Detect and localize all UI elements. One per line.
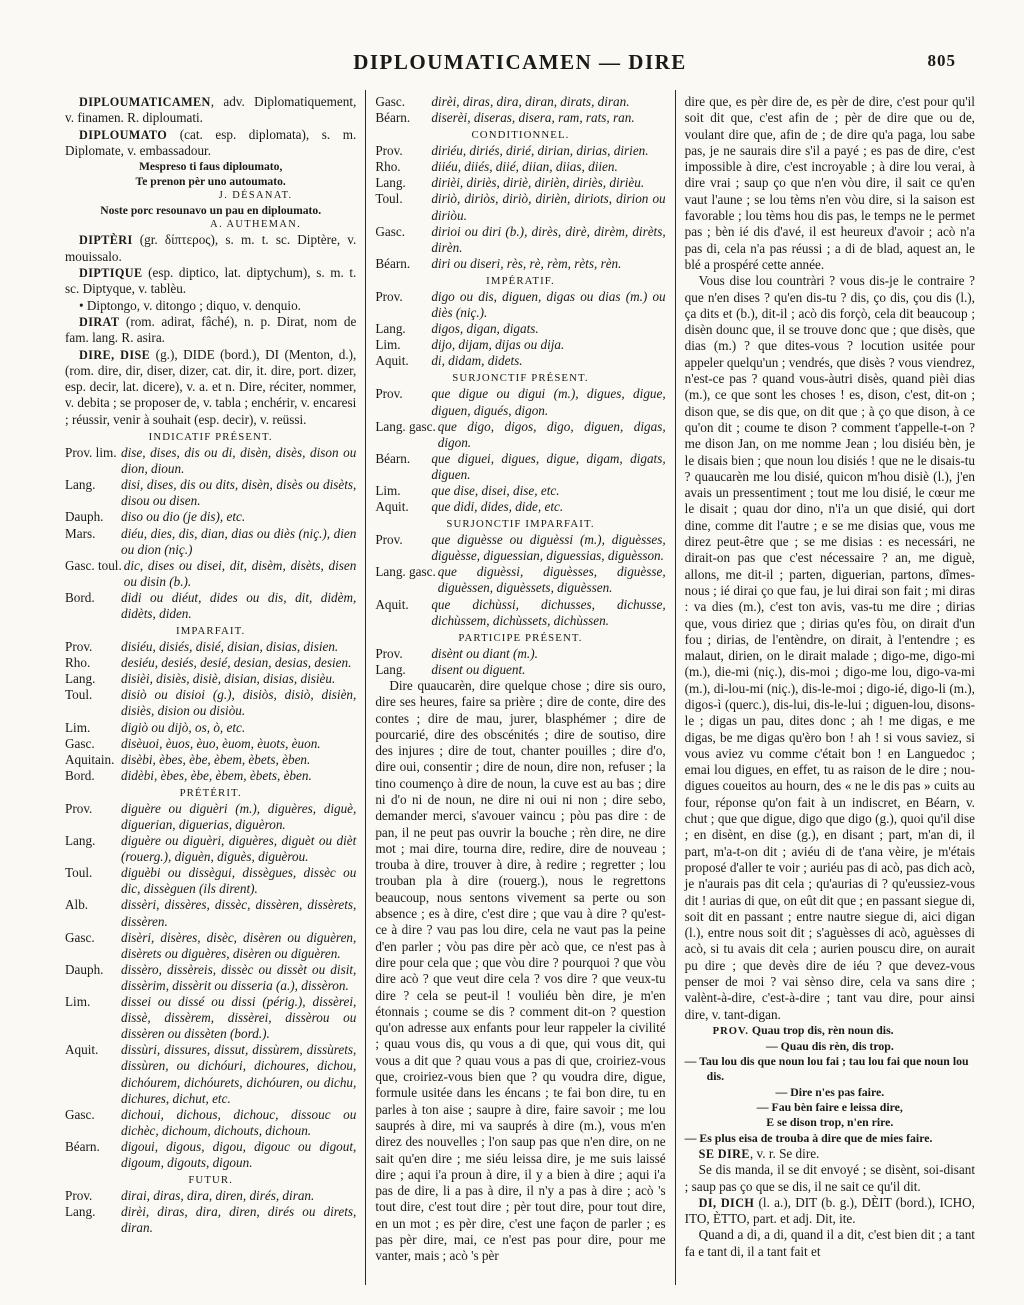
dialect-label: Lang. gasc. [375, 564, 436, 580]
dialect-label: Rho. [65, 655, 91, 671]
dialect-label: Lim. [375, 337, 401, 353]
prose-paragraph: Vous dise lou countràri ? vous dis-je le contraire ? que n'en dises ? qu'en dis-tu ? dis, ço dis, çou dis (l.), ça dits et (b.), dit-il ; acò dis forçò, cela dit beaucoup ; disèn dounc que, il se trouve donc que ; que disès, que dias (m.) ? que dites-vous ? locution usitée pour appeler quelqu'un ; vendrés, que disès ? vous viendrez, n'est-ce pas ? quand vous-àutri disès, quand pièi dias (m.), ce que sont les choses ! es, dison, c'est, dit-on ; dison que, se dis que, on dit que ; à ço que dison, à ce qu'on dit ; coume te dison ? comment t'appelle-t-on ? me dison Jan, on me nomme Jean ; lou disiéu bèn, je le disais bien ; que noun lou disiés ! que ne le disais-tu ? quaucarèn me lou disié, quicon m'hou disiè (l.), j'en avais un pressentiment ; tout me lou disié, le cœur me le disait ; quau dor dino, n'i'a un que disié, qui dort dine, comme dit l'autre ; e se me disias que, vous me direz peut-être que ; se me disias : es necessári, ne dirait-on pas que c'est nécessaire ? an, me diguè, allons, me dit-il ; parten, diguerian, partons, dîmes-nous ; ié dirai ço que fau, je lui dirai son fait ; mi diras : va dies (m.), c'est ton avis, vas-tu me dire ; dirias que, vous diriez que ; dirias qu'es fòu, on dirait d'un fou ; dirias, de l'entèndre, on dirait, à l'entendre ; es malaut, dirien, on le dirait malade ; digo-me, digo-mi (m.), die-mi (niç.), dis-moi ; digo-me lou, digo-va-mi (m.), di-lou-mi (niç.), dis-le-moi ; digo-ié, digo-li (m.), digos-ì (querc.), dis-lui, dis-le-lui ; diguen-lou, disons-le ; digas un pau, dites donc ; ah ! me digas, e me digas, be me digas qu'èro bon ! ah ! si vous saviez, si vous aviez vu comme c'était bon ! en Languedoc ; emai lou digues, en effet, tu as raison de le dire ; nou-digues coueitos au hourn, des « ne le dis pas » cuits au four, réponse qu'on fait à un indiscret, en Béarn, v. chut ; que que digue, digo que digo (g.), quoi qu'il dise ; en disènt, en dise (g.), en disant ; part, m'an di, il part, m'a-t-on dit ; aviéu di de t'ana vèire, je m'étais proposé d'aller te voir ; auriéu pas di acò, pas dich acò, je n'aurais pas dit cela ; qu'aurias di ? qu'eussiez-vous dit ! aurias di que, on eût dit que ; en passant siegue di, soit dit en passant ; entre nautre siegue di, aici digan (l.), entre nous soit dit ; s'aguèsses di acò, aguèsses di acò, si tu avais dit cela ; aurien pouscu dire, on aurait pu dire ; que devès dire de iéu ? que devez-vous penser de moi ? vai sènso dire, cela va sans dire ; valènt-à-dire, c'est-à-dire ; tant vau dire, pour ainsi dire, v. tant-digan. [684, 273, 975, 1022]
conjugation-row [375, 662, 665, 678]
section-heading: INDICATIF PRÉSENT. [148, 431, 273, 444]
conjugation-forms: diriéu, diriés, dirié, dirian, dirias, dirien. [431, 143, 649, 159]
dialect-label: Béarn. [375, 255, 411, 271]
conjugation-forms: diri ou diseri, rès, rè, rèm, rèts, rèn. [431, 255, 622, 271]
conjugation-row [65, 752, 356, 768]
dialect-label: Mars. [65, 525, 96, 541]
conjugation-row [375, 110, 665, 126]
entry-body: (cat. esp. diplomata), s. m. Diplomate, v. embassadour. [65, 126, 357, 158]
conjugation-forms: disiò ou disioi (g.), disiòs, disiò, disièn, disiès, dision ou disiòu. [121, 687, 357, 719]
conjugation-forms: digos, digan, digats. [431, 321, 539, 337]
dialect-label: Alb. [65, 897, 89, 913]
dialect-label: Gasc. [65, 1106, 95, 1122]
conjugation-row [375, 143, 665, 159]
conjugation-forms: di, didam, didets. [431, 353, 523, 369]
conjugation-forms: dissèro, dissèreis, dissèc ou dissèt ou disit, dissèrim, dissèrit ou disseria (a.), dissèron. [121, 961, 357, 993]
conjugation-row [65, 930, 356, 962]
conjugation-forms: digoui, digous, digou, digouc ou digout, digoum, digouts, digoun. [121, 1138, 357, 1170]
conjugation-forms: dijo, dijam, dijas ou dija. [431, 337, 565, 353]
conjugation-forms: disent ou diguent. [431, 661, 526, 677]
entry-body: (esp. diptico, lat. diptychum), s. m. t. sc. Diptyque, v. tablèu. [65, 265, 357, 297]
dialect-label: Lang. [65, 477, 96, 493]
conjugation-forms: dirièi, diriès, diriè, dirièn, diriès, dirièu. [431, 175, 645, 191]
dialect-label: Prov. [375, 532, 403, 548]
dialect-label: Toul. [65, 865, 93, 881]
conjugation-forms: dichoui, dichous, dichouc, dissouc ou dichèc, dichoum, dichouts, dichoun. [121, 1106, 357, 1138]
conjugation-forms: diéu, dies, dis, dian, dias ou diès (niç.), dien ou dion (niç.) [121, 525, 357, 557]
page-number: 805 [927, 51, 956, 70]
dialect-label: Aquit. [375, 596, 409, 612]
conjugation-row [65, 558, 356, 590]
dialect-label: Lang. gasc. [375, 418, 436, 434]
conjugation-row [375, 224, 665, 256]
entry-headword: DI, DICH [698, 1195, 755, 1210]
proverb-line [685, 1023, 975, 1039]
dialect-label: Prov. [375, 143, 403, 159]
dialect-label: Dauph. [65, 961, 104, 977]
conjugation-forms: desiéu, desiés, desié, desian, desias, desien. [121, 655, 352, 671]
dialect-label: Gasc. [375, 94, 405, 109]
conjugation-forms: dirèi, diras, dira, diren, dirés ou direts, diran. [121, 1204, 357, 1236]
dialect-label: Toul. [65, 687, 93, 703]
conjugation-row [375, 597, 665, 629]
section-heading: SURJONCTIF PRÉSENT. [452, 372, 589, 385]
dialect-label: Aquit. [375, 499, 409, 515]
dictionary-entry [685, 1146, 975, 1162]
conjugation-forms: didi ou diéut, dides ou dis, dit, didèm, didèts, diden. [121, 589, 357, 621]
dialect-label: Lim. [65, 719, 91, 735]
dialect-label: Gasc. [65, 929, 95, 945]
prose-paragraph: • Diptongo, v. ditongo ; diquo, v. denquio. [79, 297, 301, 313]
entry-body: (l. a.), DIT (b. g.), DÈIT (bord.), ICHO, ITO, ÈTTO, part. et adj. Dit, ite. [684, 1194, 975, 1227]
conjugation-row [375, 289, 665, 321]
dictionary-entry [65, 94, 356, 127]
conjugation-forms: disèbi, èbes, èbe, èbem, èbets, èben. [121, 751, 311, 767]
conjugation-row [375, 337, 665, 353]
conjugation-row [375, 159, 665, 175]
prose-paragraph: Se dis manda, il se dit envoyé ; se disènt, soi-disant ; saup pas ço que se dis, il ne sait ce qu'il dit. [684, 1162, 975, 1194]
conjugation-row [65, 445, 356, 477]
conjugation-row [65, 1107, 356, 1139]
conjugation-row [375, 175, 665, 191]
dialect-label: Béarn. [375, 450, 411, 466]
page-title: DIPLOUMATICAMEN — DIRE [353, 50, 687, 74]
dialect-label: Lang. [65, 671, 96, 687]
conjugation-forms: diriò, diriòs, diriò, dirièn, diriots, dirion ou diriòu. [431, 191, 666, 223]
conjugation-forms: dirèi, diras, dira, diran, dirats, diran. [431, 94, 630, 109]
dialect-label: Lim. [375, 482, 401, 498]
dialect-label: Gasc. [65, 735, 95, 751]
section-heading: PARTICIPE PRÉSENT. [458, 631, 583, 644]
conjugation-forms: disiéu, disiés, disié, disian, disias, disien. [121, 639, 339, 655]
conjugation-forms: que diguei, digues, digue, digam, digats, diguen. [431, 450, 666, 482]
dialect-label: Dauph. [65, 509, 104, 525]
proverb-line: — Tau lou dis que noun lou fai ; tau lou fai que noun lou dis. [684, 1054, 969, 1084]
dialect-label: Béarn. [65, 1138, 100, 1154]
conjugation-row [65, 865, 356, 897]
dialect-label: Bord. [65, 767, 95, 783]
dialect-label: Gasc. toul. [65, 557, 122, 573]
conjugation-forms: diguère ou diguèri, diguères, diguèt ou dièt (rouerg.), diguèn, diguès, diguèrou. [121, 833, 357, 865]
conjugation-forms: que diguèsse ou diguèssi (m.), diguèsses, diguèsse, diguessian, diguessias, diguèsson. [431, 532, 666, 564]
conjugation-row [65, 768, 356, 784]
dialect-label: Prov. [375, 288, 403, 304]
conjugation-forms: dise, dises, dis ou di, disèn, disès, dison ou dion, dioun. [121, 445, 357, 477]
column-1 [56, 90, 365, 1285]
dictionary-entry [65, 265, 356, 298]
conjugation-forms: digiò ou dijò, os, ò, etc. [121, 719, 246, 735]
conjugation-forms: disèri, disères, disèc, disèren ou diguèren, disèrets ou diguères, disèren ou diguèren. [121, 929, 357, 961]
prose-paragraph: dire que, es pèr dire de, es pèr de dire, c'est pour qu'il soit dit que, c'est afin de ; pèr de dire que ou de, voulant dire que, afin de ; de dire qu'a paga, lou sabe pas, je ne saurais dire s'il a payé ; es pas de dire, c'est impossible à dire, c'est incroyable ; à dire lou verai, à dire vrai ; saup ço que n'en vòu dire, il sait ce qu'en vaut l'aune ; se lou tèms n'en vòu dire, si la saison est favorable ; lou tèms hou dis pas, le temps ne le permet pas ; bèn ié dis d'avé, il est heureux d'avoir ; acò n'a pas di, cela n'a pas réussi ; a di de blad, aquest an, le blé a prospéré cette année. [684, 94, 975, 272]
dialect-label: Rho. [375, 159, 401, 175]
entry-headword: DIPLOUMATO [79, 127, 168, 142]
conjugation-row [375, 353, 665, 369]
conjugation-forms: que diguèssi, diguèsses, diguèsse, diguèssen, diguèssets, diguèssen. [437, 564, 666, 596]
dialect-label: Aquit. [375, 353, 409, 369]
dialect-label: Prov. lim. [65, 445, 117, 461]
conjugation-row [65, 639, 356, 655]
verse-line: Noste porc resounavo un pau en diploumato. [100, 204, 322, 218]
conjugation-forms: diguèbi ou dissègui, dissègues, dissèc ou dic, dissèguen (ils dirent). [121, 865, 357, 897]
proverb-label: PROV. [712, 1025, 749, 1037]
conjugation-row [375, 451, 665, 483]
conjugation-forms: disi, dises, dis ou dits, disèn, disès ou disèts, disou ou disen. [121, 477, 357, 509]
citation-author: A. AUTHEMAN. [210, 219, 302, 231]
citation-author: J. DÉSANAT. [218, 190, 293, 202]
section-heading: CONDITIONNEL. [471, 129, 570, 142]
dialect-label: Toul. [375, 191, 403, 207]
entry-headword: DIPTÈRI [79, 233, 133, 248]
verse-line: Te prenon pèr uno autoumato. [135, 175, 286, 189]
conjugation-row [375, 191, 665, 223]
proverb-line: — Quau dis rèn, dis trop. [765, 1038, 894, 1053]
conjugation-row [375, 419, 665, 451]
entry-headword: DIPLOUMATICAMEN [79, 95, 211, 109]
conjugation-row [65, 655, 356, 671]
dialect-label: Prov. [375, 645, 403, 661]
conjugation-forms: disèuoi, èuos, èuo, èuom, èuots, èuon. [121, 735, 321, 751]
column-3 [675, 90, 984, 1285]
conjugation-forms: dissèri, dissères, dissèc, dissèren, dissèrets, dissèren. [121, 897, 357, 929]
dialect-label: Prov. [65, 639, 93, 655]
conjugation-row [375, 386, 665, 418]
conjugation-row [65, 477, 356, 509]
page-header [56, 50, 984, 84]
conjugation-row [65, 1204, 356, 1236]
entry-headword: SE DIRE [698, 1146, 750, 1161]
conjugation-row [375, 483, 665, 499]
dialect-label: Lang. [375, 175, 406, 191]
column-2 [365, 90, 674, 1285]
dialect-label: Gasc. [375, 223, 405, 239]
prose-paragraph: Dire quaucarèn, dire quelque chose ; dire sis ouro, dire ses heures, faire sa prière ; dire de conte, dire des contes ; dire de mau, jurer, blasphémer ; dire de pourcarié, dire des obscénités ; dire de soutiso, dire des injures ; dire de tout, chanter pouilles ; dire d'o, dire oui, consentir ; dire de noun, dire non, refuser ; la tino coumenço à dire de noun, la cuve est au bas ; dire ni d'o ni de noun, ne dire ni oui ni non ; dire sebo, demander merci, s'avouer vaincu ; pòu pas dire : de pan, il ne peut pas ouvrir la bouche ; rèn dire, ne dire mot ; mai dire, tourna dire, redire, dire de nouveau ; trouba à dire, trouver à dire, à redire ; regretter ; lou trouban pla à dire (rouerg.), nous le regrettons beaucoup, nous sentons vivement sa perte ou son absence ; es à dire, c'est dire ; que vau à dire ? qu'est-ce à dire ? vau pas lou dire, cela ne vaut pas la peine d'en parler ; vòu pas dire pèr acò que, ce n'est pas à dire pour cela que ; que vòu dire ? pourquoi ? que vòu dire acò ? que veut dire cela ? vos dire ? que veux-tu dire ? cela se peut-il ! vouliéu bèn dire, je m'en étonnais ; coume se dis ? comment dit-on ? question qu'on adresse aux enfants pour leur rappeler la civilité ; quau vous dis, qu vous a di que, qui vous dit, qui vous a dit que ? quau vous a pas di que, croiriez-vous que, croiriez-vous bien que ? qu voudra dire, digue, formule usitée dans les éncans ; te fai bon dire, tu en parles à ton aise ; saupre à dire, faire savoir ; me lou sauprés à dire, mi va sauprés à dire (m.), vous m'en direz des nouvelles ; l'on saup pas que n'en dire, on ne sait qu'en dire ; me siéu leissa dire, je me suis laissé dire ; aqui i'a proun à dire, il y a bien à dire ; aqui i'a pas de dire, li a pas à dire, il n'y a pas à dire ; acò 's tout dire, c'est tout dire ; pèr tout dire, pour tout dire, en un mot ; es pèr dire, c'est une façon de parler ; es pas pèr dire, mai, ce n'est pas pour dire, pour me vanter, mais ; acò 's pèr [375, 677, 666, 1264]
conjugation-forms: digo ou dis, diguen, digas ou dias (m.) ou diès (niç.). [431, 288, 666, 321]
dictionary-entry [65, 127, 356, 160]
dialect-label: Prov. [65, 800, 93, 816]
dialect-label: Lang. [375, 321, 406, 337]
dictionary-entry [685, 1195, 975, 1228]
conjugation-row [65, 994, 356, 1042]
conjugation-row [375, 256, 665, 272]
dictionary-entry [65, 314, 356, 347]
conjugation-row [65, 671, 356, 687]
entry-headword: DIPTIQUE [79, 266, 143, 281]
verse-line: Mespreso ti faus diploumato, [138, 160, 283, 174]
proverb-line: E se dison trop, n'en rire. [766, 1115, 894, 1130]
conjugation-row [65, 1042, 356, 1106]
dialect-label: Lang. [65, 833, 96, 849]
conjugation-row [375, 646, 665, 662]
dialect-label: Lang. [375, 661, 406, 677]
dialect-label: Lang. [65, 1204, 96, 1220]
dialect-label: Aquitain. [65, 751, 115, 767]
conjugation-row [65, 590, 356, 622]
conjugation-row [65, 897, 356, 929]
dialect-label: Aquit. [65, 1042, 99, 1058]
entry-body: , adv. Diplomatiquement, v. finamen. R. diploumati. [65, 94, 357, 126]
conjugation-forms: diguère ou diguèri (m.), diguères, diguè, diguerian, diguerias, diguèron. [121, 800, 357, 832]
dictionary-entry [65, 232, 356, 265]
proverb-text: Quau trop dis, rèn noun dis. [751, 1022, 894, 1037]
conjugation-row [65, 1139, 356, 1171]
conjugation-forms: disènt ou diant (m.). [431, 645, 538, 661]
conjugation-forms: diiéu, diiés, diié, diian, diias, diien. [431, 159, 618, 175]
conjugation-row [375, 321, 665, 337]
conjugation-row [65, 509, 356, 525]
conjugation-forms: dic, dises ou disei, dit, disèm, disèts, disen ou disin (b.). [123, 557, 357, 589]
conjugation-forms: dirai, diras, dira, diren, dirés, diran. [121, 1188, 315, 1204]
conjugation-row [65, 720, 356, 736]
conjugation-forms: didèbi, èbes, èbe, èbem, èbets, èben. [121, 767, 312, 783]
conjugation-forms: dissei ou dissé ou dissi (périg.), dissèrei, dissè, dissèrem, dissèrei, dissèrou ou dissèren ou dissèten (bord.). [121, 994, 357, 1042]
conjugation-forms: dissùri, dissures, dissut, dissùrem, dissùrets, dissùren, ou dichóuri, dichoures, dichou, dichóurem, dichóurets, dichóuren, ou dichu, dichures, dichut, etc. [121, 1042, 357, 1106]
conjugation-forms: que dise, disei, dise, etc. [431, 482, 560, 498]
proverb-line: — Dire n'es pas faire. [775, 1084, 885, 1099]
dialect-label: Béarn. [375, 110, 411, 126]
conjugation-forms: que dichùssi, dichusses, dichusse, dichùssem, dichùssets, dichùssen. [431, 596, 666, 628]
conjugation-forms: disièi, disiès, disiè, disian, disias, disièu. [121, 671, 336, 687]
conjugation-row [65, 833, 356, 865]
conjugation-row [375, 94, 665, 110]
dialect-label: Prov. [65, 1188, 93, 1204]
conjugation-forms: diserèi, diseras, disera, ram, rats, ran. [431, 110, 635, 126]
entry-body: , v. r. Se dire. [749, 1145, 820, 1161]
section-heading: PRÉTÉRIT. [179, 786, 242, 799]
conjugation-forms: que didi, dides, dide, etc. [431, 499, 564, 515]
conjugation-forms: dirioi ou diri (b.), dirès, dirè, dirèm, dirèts, dirèn. [431, 223, 666, 255]
conjugation-row [65, 526, 356, 558]
proverb-line: — Es plus eisa de trouba à dire que de mies faire. [684, 1130, 933, 1145]
section-heading: IMPÉRATIF. [486, 274, 555, 287]
conjugation-row [375, 499, 665, 515]
prose-paragraph: Quand a di, a di, quand il a dit, c'est bien dit ; a tant fa e tant di, il a tant fait et [684, 1227, 975, 1259]
conjugation-row [65, 687, 356, 719]
conjugation-row [65, 1188, 356, 1204]
dialect-label: Prov. [375, 386, 403, 402]
conjugation-forms: que digue ou digui (m.), digues, digue, diguen, digués, digon. [431, 386, 666, 418]
section-heading: IMPARFAIT. [176, 625, 246, 638]
text-columns [56, 90, 984, 1285]
conjugation-forms: diso ou dio (je dis), etc. [121, 509, 246, 525]
dictionary-entry [65, 347, 356, 428]
section-heading: FUTUR. [188, 1174, 234, 1187]
entry-body: (gr. δίπτερος), s. m. t. sc. Diptère, v. mouissalo. [65, 232, 357, 264]
conjugation-row [65, 736, 356, 752]
conjugation-row [65, 801, 356, 833]
conjugation-row [375, 532, 665, 564]
proverb-line: — Fau bèn faire e leissa dire, [756, 1100, 903, 1114]
dialect-label: Bord. [65, 589, 95, 605]
conjugation-row [375, 564, 665, 596]
entry-body: (g.), DIDE (bord.), DI (Menton, d.), (rom. dire, dir, diser, dizer, cat. dir, it. dire, port. dizer, esp. decir, lat. dicere), v. a. et n. Dire, réciter, nommer, v. debita ; se proposer de, v. tabla ; enchérir, v. encaresi ; réussir, venir à souhait (esp. decir), v. reüssi. [65, 346, 357, 427]
conjugation-forms: que digo, digos, digo, diguen, digas, digon. [437, 418, 666, 450]
entry-headword: DIRE, DISE [79, 347, 151, 362]
entry-body: (rom. adirat, fâché), n. p. Dirat, nom de fam. lang. R. asira. [65, 313, 357, 346]
entry-headword: DIRAT [79, 314, 120, 329]
dialect-label: Lim. [65, 994, 91, 1010]
section-heading: SURJONCTIF IMPARFAIT. [446, 518, 595, 531]
conjugation-row [65, 962, 356, 994]
